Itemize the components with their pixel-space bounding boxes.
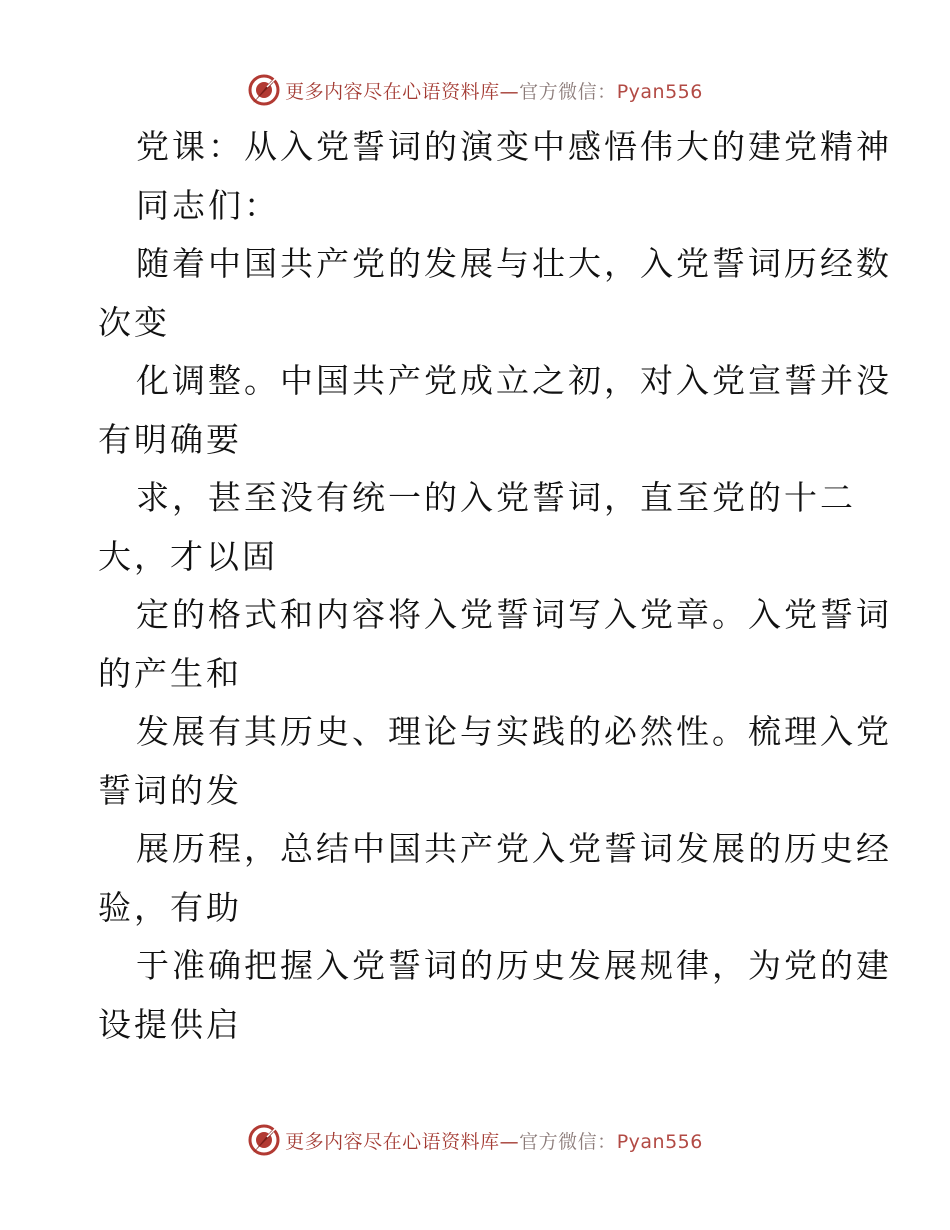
quill-seal-icon	[247, 73, 281, 107]
text-line: 验，有助	[98, 887, 242, 927]
footer-wechat-id: Pyan556	[616, 1130, 703, 1153]
footer-brand-text: 更多内容尽在心语资料库	[285, 1130, 500, 1153]
footer-official-label: 官方微信：	[519, 1130, 617, 1153]
header-dash: —	[499, 80, 520, 103]
text-line: 大，才以固	[98, 536, 278, 576]
text-line: 定的格式和内容将入党誓词写入党章。入党誓词	[136, 595, 892, 634]
document-body	[98, 118, 892, 1054]
text-line: 的产生和	[98, 653, 242, 693]
text-line: 化调整。中国共产党成立之初，对入党宣誓并没	[136, 361, 892, 400]
text-line: 次变	[98, 302, 170, 342]
text-line: 誓词的发	[98, 770, 242, 810]
text-line: 有明确要	[98, 419, 242, 459]
salutation: 同志们：	[136, 185, 280, 225]
header-wechat-id: Pyan556	[616, 80, 703, 103]
footer-banner	[0, 1120, 950, 1160]
footer-dash: —	[499, 1130, 520, 1153]
header-banner	[0, 70, 950, 110]
text-line: 求，甚至没有统一的入党誓词，直至党的十二	[136, 478, 856, 517]
header-official-label: 官方微信：	[519, 80, 617, 103]
text-line: 设提供启	[98, 1004, 242, 1044]
text-line: 于准确把握入党誓词的历史发展规律，为党的建	[136, 946, 892, 985]
header-brand-text: 更多内容尽在心语资料库	[285, 80, 500, 103]
document-title: 党课：从入党誓词的演变中感悟伟大的建党精神	[136, 127, 892, 166]
text-line: 发展有其历史、理论与实践的必然性。梳理入党	[136, 712, 892, 751]
quill-seal-icon	[247, 1123, 281, 1157]
text-line: 随着中国共产党的发展与壮大，入党誓词历经数	[136, 244, 892, 283]
text-line: 展历程，总结中国共产党入党誓词发展的历史经	[136, 829, 892, 868]
